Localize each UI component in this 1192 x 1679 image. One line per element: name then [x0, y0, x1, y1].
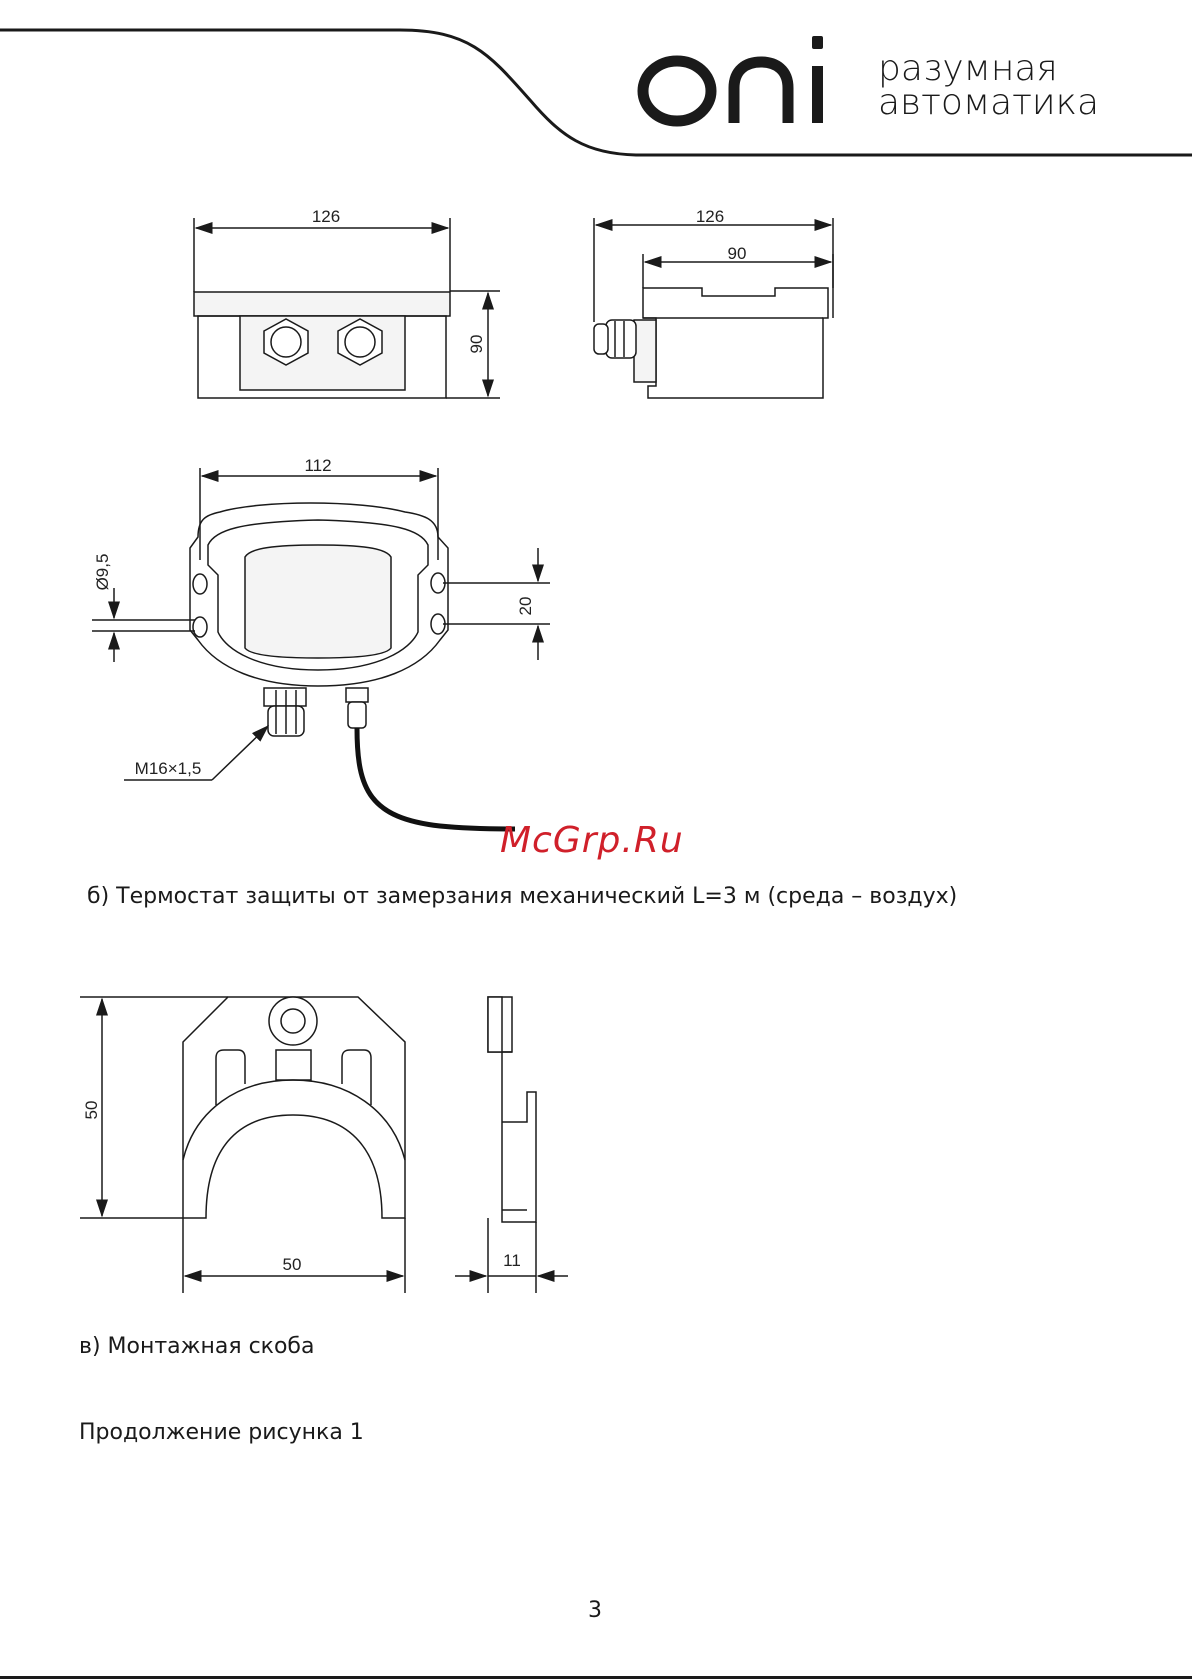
watermark: McGrp.Ru — [500, 820, 684, 861]
figure-c-caption: в) Монтажная скоба — [79, 1334, 315, 1359]
dim-top-width: 112 — [304, 456, 332, 475]
figure-b-caption: б) Термостат защиты от замерзания механический L=3 м (среда – воздух) — [87, 884, 958, 909]
bracket-front-view — [80, 997, 405, 1293]
dim-thread: M16×1,5 — [134, 759, 202, 778]
dim-bracket-height: 50 — [82, 1100, 101, 1120]
dim-bracket-thickness: 11 — [503, 1251, 521, 1270]
dim-bracket-width: 50 — [282, 1255, 302, 1274]
dim-front-width: 126 — [311, 207, 341, 226]
dim-side-inner: 90 — [727, 244, 747, 263]
tagline-line2: автоматика — [878, 82, 1100, 123]
tagline-line1: разумная — [878, 48, 1058, 89]
dim-hole-spacing: 20 — [516, 596, 535, 616]
continuation-caption: Продолжение рисунка 1 — [79, 1420, 364, 1445]
bracket-side-view — [455, 997, 568, 1293]
dim-hole-diameter: Ø9,5 — [93, 553, 112, 591]
dim-front-height: 90 — [467, 334, 486, 354]
dim-side-width: 126 — [695, 207, 725, 226]
page-number: 3 — [588, 1598, 602, 1623]
